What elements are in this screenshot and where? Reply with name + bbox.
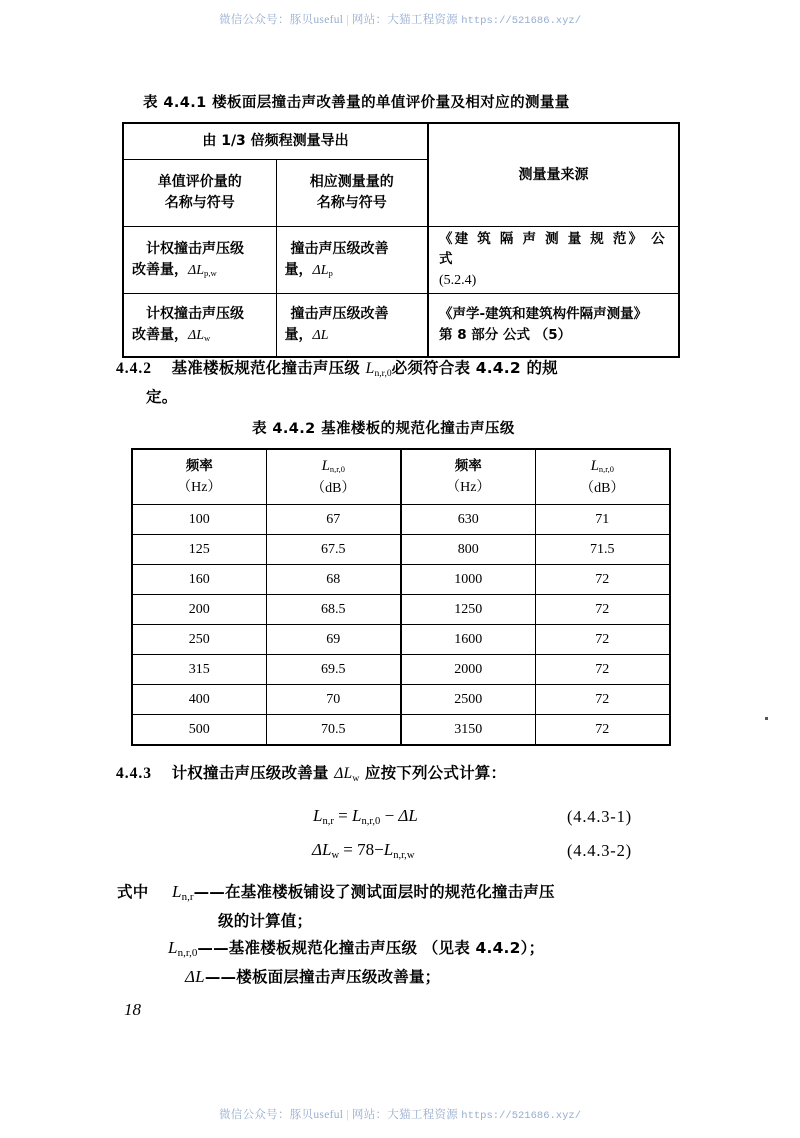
cell-level-2: 71 xyxy=(535,505,670,535)
table-442-header-level-2 xyxy=(535,449,670,505)
table-441-caption: 表 4.4.1 楼板面层撞击声改善量的单值评价量及相对应的测量量 xyxy=(143,95,570,111)
cell-freq-1: 500 xyxy=(132,715,266,746)
table-441-r1c2 xyxy=(276,227,428,294)
formula1-equals: = xyxy=(338,806,348,825)
table-row xyxy=(132,625,670,655)
formula2-minus: − xyxy=(374,840,384,859)
cell-freq-2: 1600 xyxy=(401,625,535,655)
header-level-symbol-2: L xyxy=(590,457,599,474)
r1c3-line1: 《建 筑 隔 声 测 量 规 范》 公 式 xyxy=(439,231,667,268)
cell-level-2: 72 xyxy=(535,715,670,746)
watermark-bottom xyxy=(0,1106,800,1122)
cell-freq-1: 125 xyxy=(132,535,266,565)
header-freq-unit-1: （Hz） xyxy=(177,479,222,495)
r1c2-subscript: p xyxy=(328,268,333,279)
r2c1-subscript: w xyxy=(204,333,211,344)
table-row xyxy=(132,595,670,625)
cell-freq-2: 800 xyxy=(401,535,535,565)
header-level-subscript-2: n,r,0 xyxy=(598,465,614,475)
table-row xyxy=(132,655,670,685)
table-row xyxy=(123,293,679,357)
clause-443-number: 4.4.3 xyxy=(116,765,152,782)
def1-symbol: L xyxy=(172,882,182,901)
watermark-site-bottom: 网站：大猫工程资源 xyxy=(351,1109,459,1121)
cell-level-1: 70 xyxy=(266,685,401,715)
table-441-col3-header: 测量量来源 xyxy=(428,123,679,227)
r2c1-line1: 计权撞击声压级 xyxy=(146,305,244,322)
r2c2-symbol: ΔL xyxy=(312,327,329,343)
cell-level-2: 71.5 xyxy=(535,535,670,565)
def1-line1: 在基准楼板铺设了测试面层时的规范化撞击声压 xyxy=(225,883,555,901)
table-441-r1c1 xyxy=(123,227,276,294)
def1-dash: —— xyxy=(193,883,225,901)
formula2-equals: = xyxy=(343,840,353,859)
cell-freq-2: 630 xyxy=(401,505,535,535)
cell-level-1: 70.5 xyxy=(266,715,401,746)
table-row xyxy=(132,685,670,715)
watermark-separator: | xyxy=(346,14,349,26)
cell-freq-1: 315 xyxy=(132,655,266,685)
definitions-item-3 xyxy=(185,965,440,987)
r2c1-symbol: ΔL xyxy=(188,327,205,343)
cell-freq-1: 200 xyxy=(132,595,266,625)
r2c2-line1: 撞击声压级改善 xyxy=(290,305,389,322)
clause-443-symbol: ΔL xyxy=(334,765,353,782)
table-441-r2c2 xyxy=(276,293,428,357)
r2c2-line2-pre: 量， xyxy=(284,326,313,343)
header-level-symbol-1: L xyxy=(321,457,330,474)
cell-freq-1: 250 xyxy=(132,625,266,655)
formula2-rhs-symbol: L xyxy=(383,840,394,859)
cell-level-1: 69 xyxy=(266,625,401,655)
col2-header-line2: 名称与符号 xyxy=(316,195,387,211)
def3-line1: 楼板面层撞击声压级改善量； xyxy=(236,968,441,986)
watermark-url-bottom: https://521686.xyz/ xyxy=(461,1110,582,1122)
table-row xyxy=(132,505,670,535)
watermark-top xyxy=(0,11,800,27)
r1c2-line2-pre: 量， xyxy=(284,261,313,278)
table-row xyxy=(132,715,670,746)
col2-header-line1: 相应测量量的 xyxy=(309,174,394,190)
cell-freq-1: 100 xyxy=(132,505,266,535)
table-442-header-freq-1 xyxy=(132,449,266,505)
r2c3-line2: 第 8 部分 公式 （5） xyxy=(439,326,572,343)
formula-4433-2 xyxy=(312,840,414,860)
def3-symbol: ΔL xyxy=(185,967,205,986)
r1c2-symbol: ΔL xyxy=(312,262,329,278)
table-442-header-level-1 xyxy=(266,449,401,505)
header-level-subscript-1: n,r,0 xyxy=(329,465,345,475)
table-441-r2c3 xyxy=(428,293,679,357)
formula1-rhs2: ΔL xyxy=(398,806,418,825)
definitions-lead: 式中 xyxy=(117,883,149,901)
formula2-lhs-subscript: w xyxy=(331,850,340,862)
cell-freq-2: 2500 xyxy=(401,685,535,715)
clause-442-line1 xyxy=(116,356,558,378)
def2-symbol: L xyxy=(168,938,178,957)
r1c1-symbol: ΔL xyxy=(188,262,205,278)
clause-442-symbol: L xyxy=(365,360,375,377)
table-442-header-freq-2 xyxy=(401,449,535,505)
cell-freq-1: 160 xyxy=(132,565,266,595)
page-number: 18 xyxy=(124,1000,141,1019)
cell-level-1: 68.5 xyxy=(266,595,401,625)
formula1-rhs-symbol: L xyxy=(351,806,362,825)
clause-442-number: 4.4.2 xyxy=(116,360,152,377)
formula2-lhs-symbol: ΔL xyxy=(312,840,332,859)
cell-level-1: 69.5 xyxy=(266,655,401,685)
scan-artifact xyxy=(765,717,768,720)
def1-subscript: n,r xyxy=(181,891,194,904)
watermark-separator-bottom: | xyxy=(346,1109,349,1121)
cell-freq-2: 1250 xyxy=(401,595,535,625)
table-441-header-span: 由 1/3 倍频程测量导出 xyxy=(123,123,428,160)
cell-level-2: 72 xyxy=(535,655,670,685)
header-level-unit-2: （dB） xyxy=(580,480,625,496)
table-441-col2-header xyxy=(276,160,428,227)
table-row xyxy=(123,227,679,294)
r1c1-line2-pre: 改善量， xyxy=(132,261,188,278)
cell-level-2: 72 xyxy=(535,565,670,595)
formula-4433-1-number: (4.4.3-1) xyxy=(567,807,632,826)
formula1-minus: − xyxy=(384,806,395,825)
formula1-lhs-subscript: n,r xyxy=(322,816,334,828)
cell-level-1: 68 xyxy=(266,565,401,595)
clause-443-line xyxy=(116,761,506,783)
clause-442-text-a: 基准楼板规范化撞击声压级 xyxy=(171,359,366,377)
def2-line1: 基准楼板规范化撞击声压级 （见表 4.4.2）； xyxy=(228,939,545,957)
table-row xyxy=(132,535,670,565)
clause-443-text-b: 应按下列公式计算： xyxy=(359,764,507,782)
cell-level-2: 72 xyxy=(535,625,670,655)
formula-4433-1 xyxy=(313,806,418,826)
r1c1-subscript: p,w xyxy=(204,268,217,279)
definitions-item-2 xyxy=(168,936,544,958)
watermark-prefix: 微信公众号：豚贝useful xyxy=(218,14,344,26)
cell-freq-2: 1000 xyxy=(401,565,535,595)
clause-442-line2: 定。 xyxy=(146,388,178,406)
header-freq-label-2: 频率 xyxy=(454,457,482,474)
clause-443-text-a: 计权撞击声压级改善量 xyxy=(171,764,335,782)
table-442-caption: 表 4.4.2 基准楼板的规范化撞击声压级 xyxy=(252,421,515,437)
table-row xyxy=(123,123,679,160)
table-441-col1-header xyxy=(123,160,276,227)
formula2-rhs-subscript: n,r,w xyxy=(393,850,415,862)
formula-4433-2-number: (4.4.3-2) xyxy=(567,841,632,860)
table-442 xyxy=(131,448,671,746)
def2-subscript: n,r,0 xyxy=(177,947,198,960)
cell-level-1: 67 xyxy=(266,505,401,535)
table-row xyxy=(132,565,670,595)
clause-442-subscript: n,r,0 xyxy=(374,367,392,379)
watermark-site: 网站：大猫工程资源 xyxy=(351,14,459,26)
watermark-url: https://521686.xyz/ xyxy=(461,15,582,27)
table-441 xyxy=(122,122,680,358)
definitions-lead-line xyxy=(117,880,555,902)
r1c1-line1: 计权撞击声压级 xyxy=(146,240,244,257)
formula1-lhs-symbol: L xyxy=(313,806,323,825)
col1-header-line2: 名称与符号 xyxy=(164,195,235,211)
cell-level-2: 72 xyxy=(535,595,670,625)
r2c1-line2-pre: 改善量， xyxy=(132,326,188,343)
col1-header-line1: 单值评价量的 xyxy=(157,174,242,190)
cell-freq-2: 3150 xyxy=(401,715,535,746)
table-441-r2c1 xyxy=(123,293,276,357)
cell-level-2: 72 xyxy=(535,685,670,715)
clause-442-text-b: 必须符合表 4.4.2 的规 xyxy=(391,359,558,377)
header-level-unit-1: （dB） xyxy=(311,480,356,496)
r2c3-line1: 《声学-建筑和建筑构件隔声测量》 xyxy=(439,306,648,323)
r1c3-line2: (5.2.4) xyxy=(439,272,477,288)
header-freq-unit-2: （Hz） xyxy=(446,479,491,495)
cell-freq-2: 2000 xyxy=(401,655,535,685)
watermark-prefix-bottom: 微信公众号：豚贝useful xyxy=(218,1109,344,1121)
clause-443-subscript: w xyxy=(352,772,360,784)
table-row-header xyxy=(132,449,670,505)
def3-dash: —— xyxy=(204,968,237,986)
r1c2-line1: 撞击声压级改善 xyxy=(290,240,389,257)
formula1-rhs-subscript: n,r,0 xyxy=(361,816,381,828)
def1-line2: 级的计算值； xyxy=(218,912,313,930)
cell-level-1: 67.5 xyxy=(266,535,401,565)
header-freq-label-1: 频率 xyxy=(185,457,213,474)
cell-freq-1: 400 xyxy=(132,685,266,715)
table-441-r1c3 xyxy=(428,227,679,294)
formula2-constant: 78 xyxy=(357,840,375,859)
def2-dash: —— xyxy=(197,939,229,957)
